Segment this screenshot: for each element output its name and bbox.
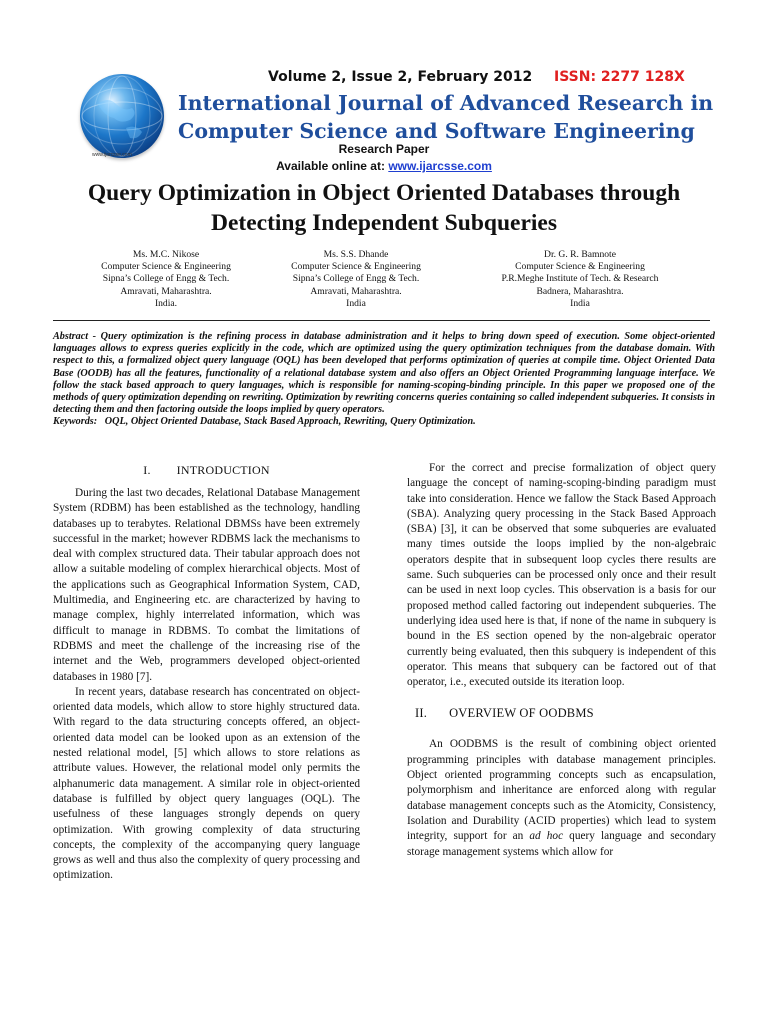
journal-title bbox=[178, 89, 718, 145]
section-number: I. bbox=[143, 463, 151, 477]
section-heading-overview bbox=[415, 706, 716, 721]
paragraph: For the correct and precise formalization of object query language the concept of naming-scoping-binding paradigm must take into consideration. Hence we fallow the Stack Based Approach (SBA). Analyzing query processing in the Stack Based Approach (SBA) [3], it can be observed that some subqueries are evaluated many times outside the loops implied by the non-algebraic operators despite that in subsequent loop cycles there results are same. Such subqueries can be processed only once and their result can be used in next loop cycles. This observation is a basis for our proposed method called factoring out independent subqueries. The underlying idea used here is that, if none of the name in subquery is bound in the ES section opened by the non-algebraic operator currently being evaluated, then this subquery is independent of this operator. This means that subquery can be factored out of that operator, i.e., executed outside its iteration loop. bbox=[407, 462, 716, 689]
author-city: Badnera, Maharashtra. bbox=[536, 285, 624, 297]
right-column bbox=[407, 461, 716, 860]
paper-title-line2: Detecting Independent Subqueries bbox=[210, 210, 557, 236]
author-college: Sipna’s College of Engg & Tech. bbox=[292, 273, 420, 285]
author-name: Ms. M.C. Nikose bbox=[132, 249, 200, 260]
paper-type: Research Paper bbox=[338, 142, 430, 156]
abstract bbox=[53, 331, 715, 429]
author-block bbox=[66, 249, 266, 310]
volume-issue: Volume 2, Issue 2, February 2012 bbox=[268, 69, 533, 85]
section-heading-introduction bbox=[53, 463, 360, 478]
paragraph-italic: ad hoc bbox=[529, 830, 564, 843]
section-title: INTRODUCTION bbox=[176, 463, 270, 477]
author-dept: Computer Science & Engineering bbox=[291, 261, 421, 273]
issn: ISSN: 2277 128X bbox=[554, 69, 685, 85]
paper-title-line1: Query Optimization in Object Oriented Databases through bbox=[87, 180, 681, 206]
author-college: P.R.Meghe Institute of Tech. & Research bbox=[501, 273, 659, 285]
logo-caption: www.ijarcsse.com bbox=[92, 152, 132, 158]
journal-url-link[interactable]: www.ijarcsse.com bbox=[388, 159, 492, 173]
author-dept: Computer Science & Engineering bbox=[101, 261, 231, 273]
keywords-text: OQL, Object Oriented Database, Stack Based Approach, Rewriting, Query Optimization. bbox=[104, 416, 476, 428]
paragraph-text: query language and secondary storage management systems which allow for bbox=[407, 830, 716, 858]
author-country: India bbox=[346, 297, 366, 309]
section-number: II. bbox=[415, 706, 428, 721]
author-city: Amravati, Maharashtra. bbox=[310, 285, 402, 297]
paragraph-text: An OODBMS is the result of combining object oriented programming principles with database management principles. Object oriented programming concepts such as encapsulation, polymorphism and inheritance are enforced along with regular database management concepts such as the Atomicity, Consistency, Isolation and Durability (ACID properties) which lead to system integrity, support for an bbox=[407, 738, 716, 843]
author-block bbox=[256, 249, 456, 310]
author-college: Sipna’s College of Engg & Tech. bbox=[102, 273, 230, 285]
section-title: OVERVIEW OF OODBMS bbox=[449, 706, 594, 721]
author-dept: Computer Science & Engineering bbox=[515, 261, 645, 273]
author-country: India. bbox=[154, 297, 178, 309]
author-name: Dr. G. R. Bamnote bbox=[544, 249, 616, 260]
author-country: India bbox=[570, 297, 590, 309]
author-city: Amravati, Maharashtra. bbox=[120, 285, 212, 297]
journal-title-line1: International Journal of Advanced Research in bbox=[178, 91, 714, 115]
author-block bbox=[480, 249, 680, 310]
left-column bbox=[53, 461, 360, 884]
keywords-label: Keywords: bbox=[53, 416, 98, 428]
author-name: Ms. S.S. Dhande bbox=[323, 249, 389, 260]
available-online bbox=[0, 159, 768, 173]
available-label: Available online at: bbox=[276, 159, 389, 173]
abstract-text: Abstract - Query optimization is the refining process in database administration and it helps to bring down speed of execution. Some object-oriented languages allows to express queries explicitly in the code, which are optimized using the query optimization techniques from the database domain. With respect to this, a formalized object query language (OQL) has been developed that performs optimization of queries at compile time. Object Oriented Data Base (OODB) has all the features, functionality of a relational database system and also offers an Object Oriented Programming language interface. We follow the stack based approach to query languages, which is responsible for naming-scoping-binding principle. In this paper we proposed one of the methods of query optimization depending on rewriting. Optimization by rewriting concerns queries containing so called independent subqueries. It consists in detecting them and then factoring outside the loops implied by query operators. bbox=[53, 331, 715, 416]
divider bbox=[53, 320, 710, 321]
paragraph bbox=[407, 737, 716, 859]
paper-title bbox=[40, 178, 728, 238]
paragraph: During the last two decades, Relational Database Management System (RDBM) has been established as the technology, handling databases up to terabytes. Relational DBMSs have been extremely successful in the market; however RDBMS lack the mechanisms to deal with complex structured data. Their tabular approach does not allow a suitable modeling of complex hierarchical objects. Most of the applications such as Geographical Information System, CAD, Multimedia, and Engineering etc. are characterized by having to manage complex, highly interrelated information, which was difficult to manage in RDBMS. To combat the limitations of RDBMS and meet the challenge of the increasing rise of the internet and the Web, programmers developed object-oriented databases in 1980 [7]. bbox=[53, 487, 360, 683]
journal-title-line2: Computer Science and Software Engineering bbox=[178, 119, 695, 143]
paragraph: In recent years, database research has concentrated on object-oriented data models, which allow to store highly structured data. With regard to the data structuring concepts offered, an object-oriented data model can be looked upon as an extension of the nested relational model, [5] which allows to store relations as attribute values. However, the relational model only permits the alphanumeric data management. A similar role in object-oriented database is fulfilled by object query languages (OQL). The usefulness of these languages strongly depends on query optimization. With growing complexity of data structuring concepts, the complexity of the accompanying query language grows as well and thus also the complexity of query processing and optimization. bbox=[53, 685, 360, 882]
